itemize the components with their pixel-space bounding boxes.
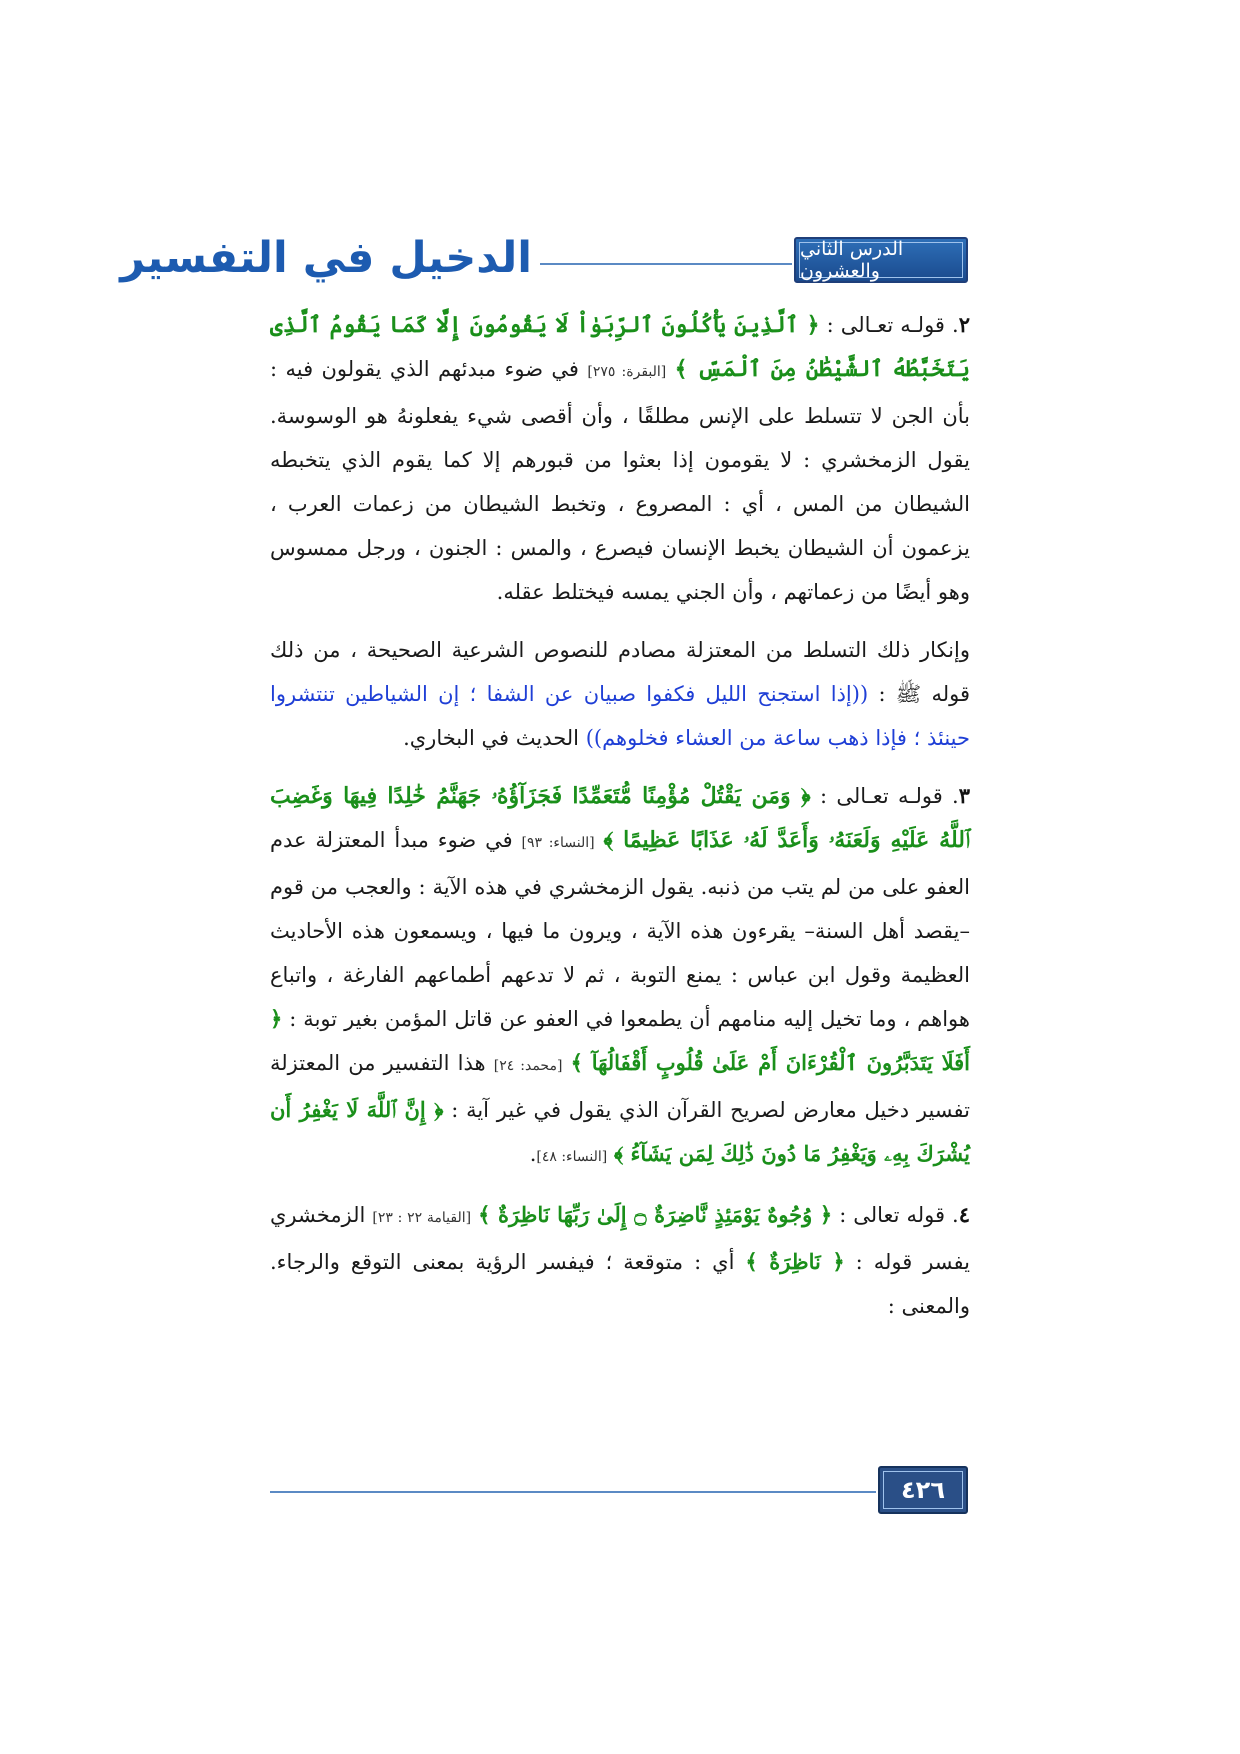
intro-text: . قوله تعالى : — [832, 1203, 959, 1227]
quran-verse: ﴿ وُجُوهٌ يَوْمَئِذٍ نَّاضِرَةٌ ۝ إِلَىٰ رَبِّهَا نَاظِرَةٌ ﴾ — [478, 1202, 833, 1227]
verse-reference: [محمد: ٢٤] — [493, 1058, 563, 1074]
paragraph-4 — [270, 1193, 970, 1328]
item-number: ٣ — [958, 783, 970, 808]
verse-reference: [النساء: ٤٨] — [536, 1149, 608, 1165]
verse-reference: [النساء: ٩٣] — [521, 835, 595, 851]
book-title: الدخيل في التفسير — [120, 233, 532, 283]
body-text: هذا التفسير من المعتزلة تفسير دخيل معارض لصريح القرآن الذي يقول في غير آية : — [270, 1051, 970, 1122]
body-text: في ضوء مبدئهم الذي يقولون فيه : بأن الجن لا تتسلط على الإنس مطلقًا ، وأن أقصى شيء يفعلونهُ هو الوسوسة. يقول الزمخشري : لا يقومون إذا بعثوا من قبورهم إلا كما يقوم الذي يتخبطه الشيطان من المس ، أي : المصروع ، وتخبط الشيطان من زعمات العرب ، يزعمون أن الشيطان يخبط الإنسان فيصرع ، والمس : الجنون ، ورجل ممسوس وهو أيضًا من زعماتهم ، وأن الجني يمسه فيختلط عقله. — [270, 357, 970, 604]
body-text: . — [529, 1142, 537, 1166]
quran-verse: ﴿ إِنَّ ٱللَّهَ لَا يَغْفِرُ أَن يُشْرَكَ بِهِۦ وَيَغْفِرُ مَا دُونَ ذَٰلِكَ لِمَن يَشَآءُ ﴾ — [270, 1097, 970, 1166]
body-text: أي : متوقعة ؛ فيفسر الرؤية بمعنى التوقع والرجاء. والمعنى : — [270, 1250, 970, 1318]
body-text: في ضوء مبدأ المعتزلة عدم العفو على من لم يتب من ذنبه. يقول الزمخشري في هذه الآية : والعجب من قوم –يقصد أهل السنة– يقرءون هذه الآية ، ويرون ما فيها ، ويسمعون هذه الأحاديث العظيمة وقول ابن عباس : يمنع التوبة ، ثم لا تدعهم أطماعهم الفارغة ، واتباع هواهم ، وما تخيل إليه منامهم أن يطمعوا في العفو عن قاتل المؤمن بغير توبة : — [270, 828, 970, 1031]
paragraph-hadith — [270, 628, 970, 760]
header-rule — [540, 263, 792, 265]
body-text: الحديث في البخاري. — [403, 726, 586, 750]
paragraph-3 — [270, 774, 970, 1179]
item-number: ٢ — [958, 312, 971, 337]
body-text: وإنكار ذلك التسلط من المعتزلة مصادم للنصوص الشرعية الصحيحة ، من ذلك قوله ﷺ : — [270, 638, 970, 706]
hadith-text: ((إذا استجنح الليل فكفوا صبيان عن الشفا ؛ إن الشياطين تنتشروا حينئذ ؛ فإذا ذهب ساعة من العشاء فخلوهم)) — [270, 682, 970, 750]
body-text: الزمخشري يفسر قوله : — [270, 1203, 970, 1274]
item-number: ٤ — [958, 1202, 970, 1227]
quran-verse: ﴿ ٱلَّذِينَ يَأْكُلُونَ ٱلرِّبَوٰاْ لَا يَقُومُونَ إِلَّا كَمَا يَقُومُ ٱلَّذِى يَتَخَبَّطُهُ ٱلشَّيْطَٰنُ مِنَ ٱلْمَسِّ ﴾ — [270, 312, 970, 382]
lesson-label: الدرس الثاني والعشرون — [799, 242, 963, 278]
intro-text: . قولـه تعـالى : — [819, 313, 959, 337]
page-number-box — [878, 1466, 968, 1514]
footer-rule — [270, 1491, 876, 1493]
paragraph-2 — [270, 303, 970, 614]
quran-word: ﴿ نَاظِرَةٌ ﴾ — [745, 1249, 845, 1274]
page-body — [270, 303, 970, 1328]
quran-verse: ﴿ أَفَلَا يَتَدَبَّرُونَ ٱلْقُرْءَانَ أَمْ عَلَىٰ قُلُوبٍ أَقْفَالُهَآ ﴾ — [270, 1006, 970, 1075]
page-number: ٤٢٦ — [883, 1471, 963, 1509]
lesson-badge — [794, 237, 968, 283]
quran-verse: ﴿ وَمَن يَقْتُلْ مُؤْمِنًا مُّتَعَمِّدًا فَجَزَآؤُهُۥ جَهَنَّمُ خَٰلِدًا فِيهَا وَغَضِبَ ٱللَّهُ عَلَيْهِ وَلَعَنَهُۥ وَأَعَدَّ لَهُۥ عَذَابًا عَظِيمًا ﴾ — [270, 783, 970, 853]
verse-reference: [البقرة: ٢٧٥] — [587, 364, 667, 380]
intro-text: . قولـه تعـالى : — [810, 784, 959, 808]
verse-reference: [القيامة ٢٢ : ٢٣] — [372, 1210, 472, 1226]
